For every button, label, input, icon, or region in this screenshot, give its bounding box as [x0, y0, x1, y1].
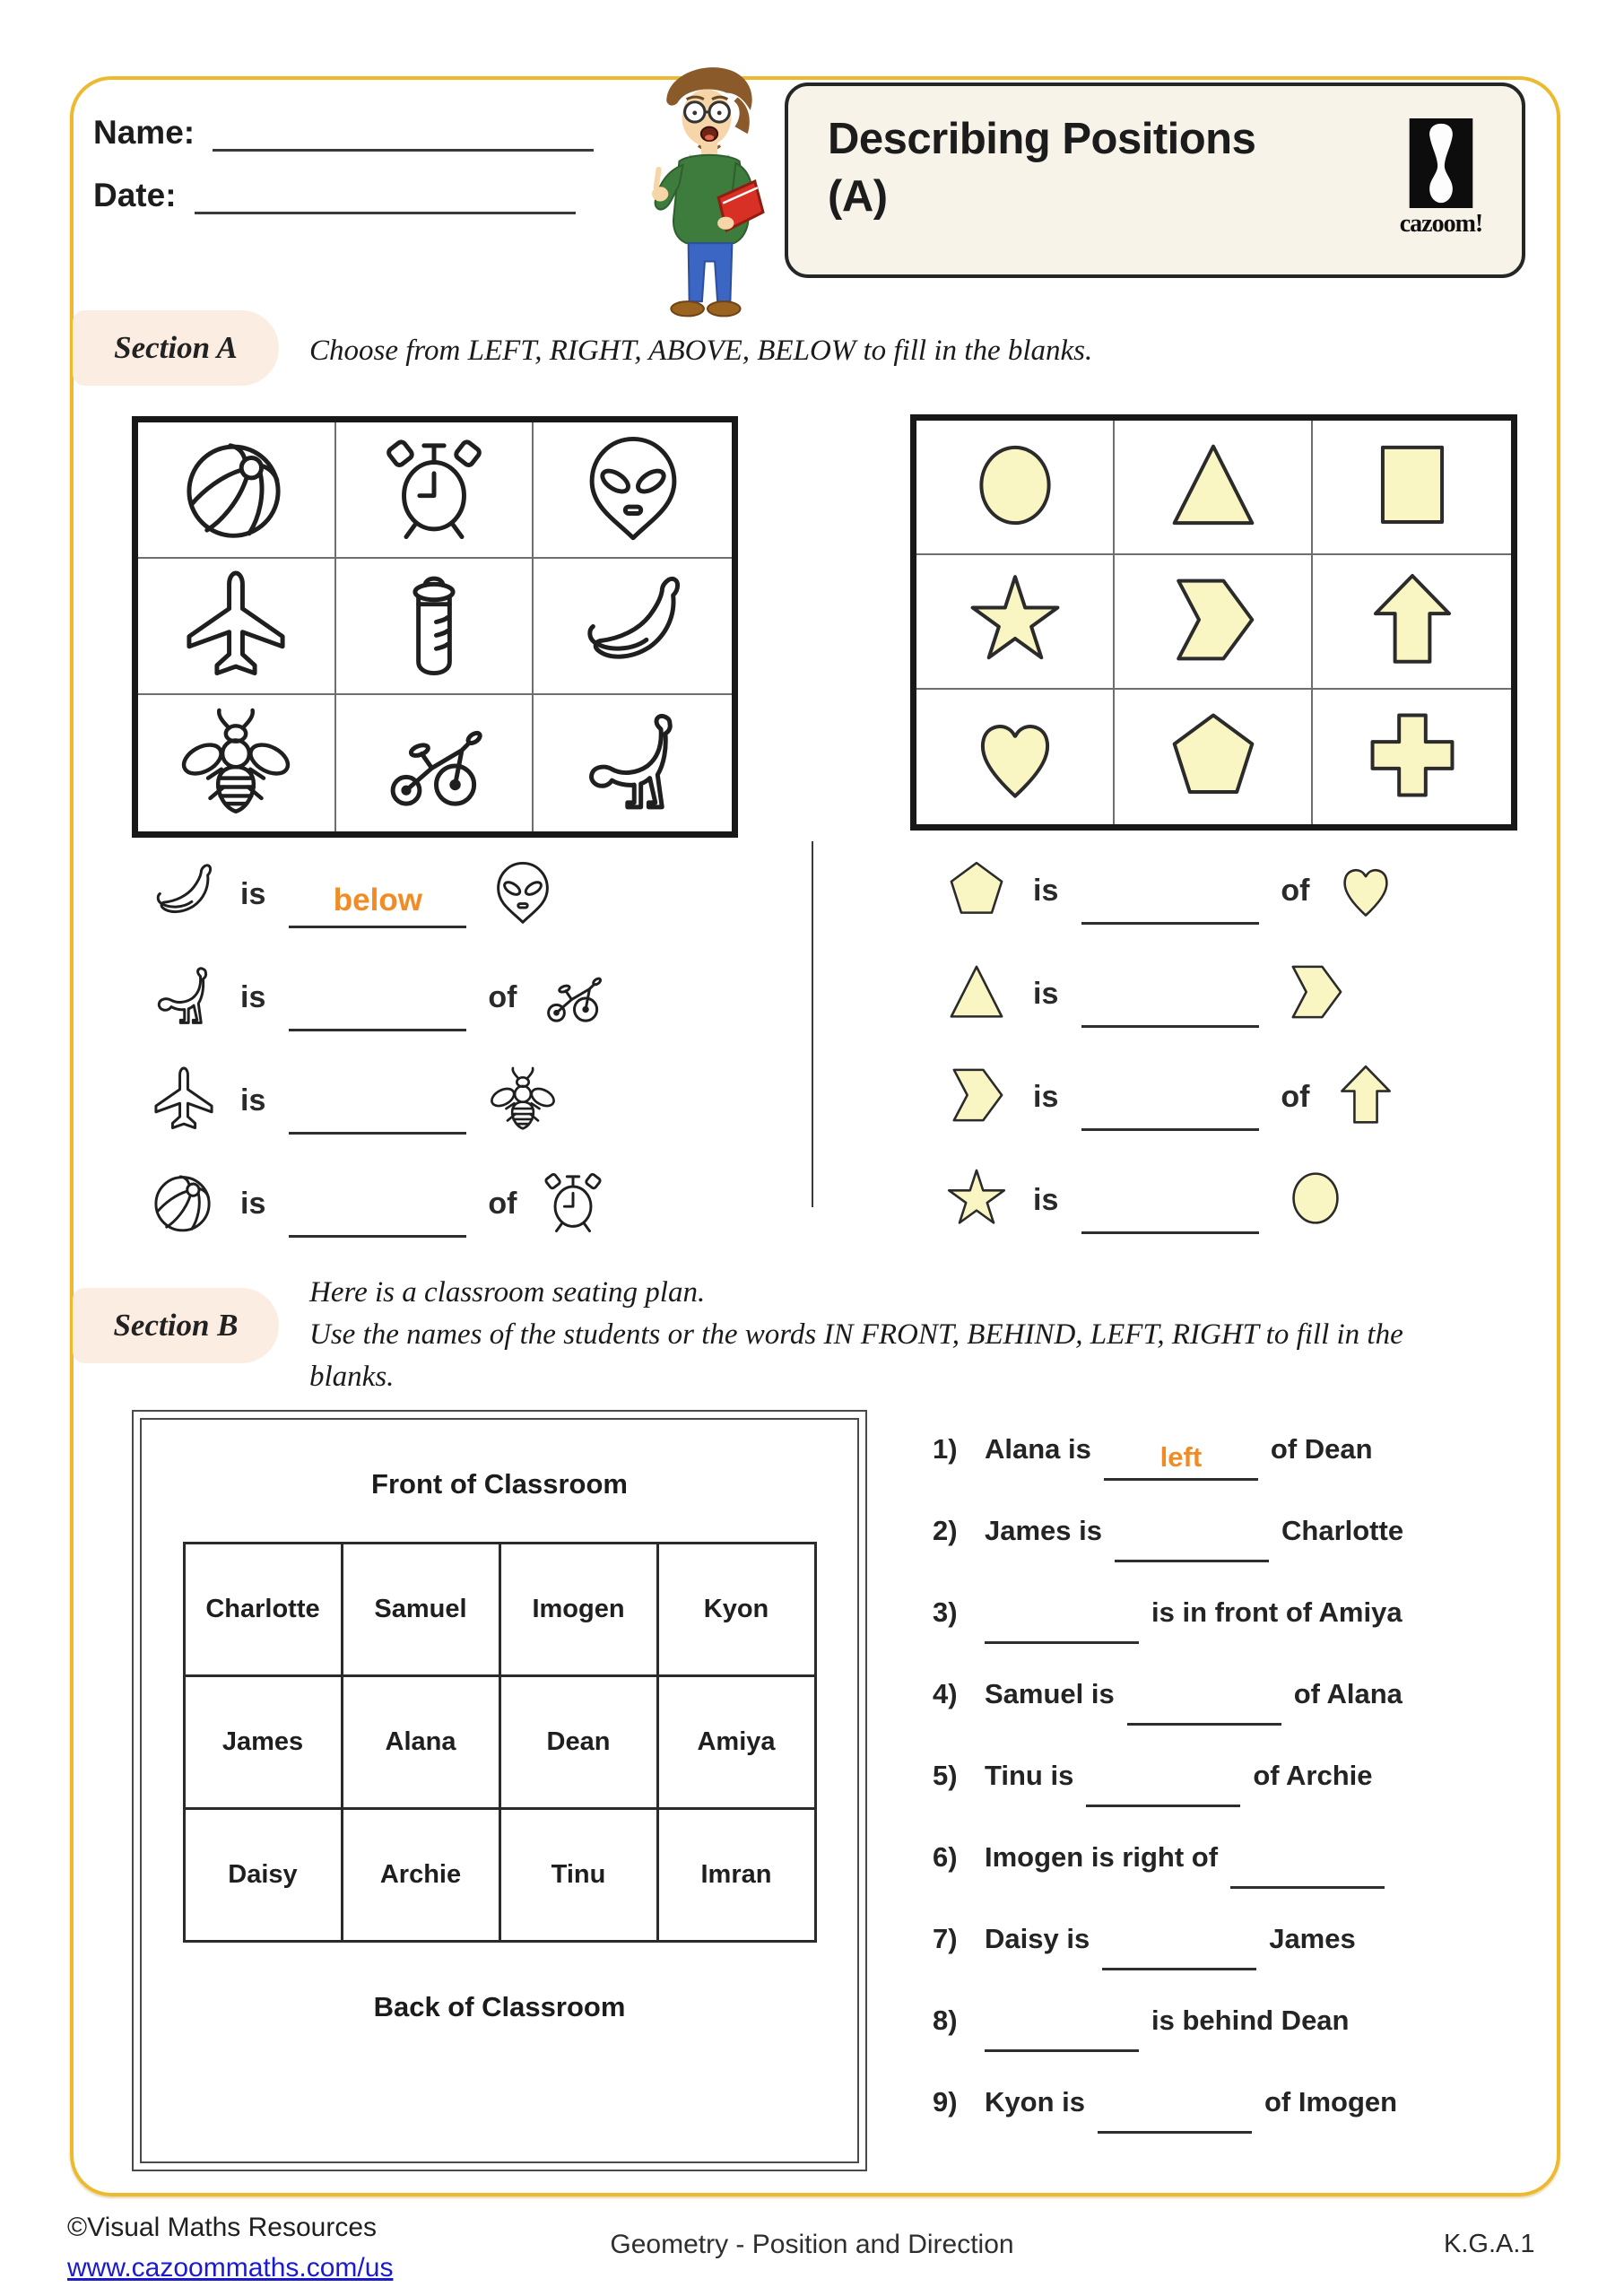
- position-question-row: [151, 857, 814, 931]
- bee-icon: [490, 1065, 556, 1136]
- seat-cell: Imran: [657, 1809, 815, 1942]
- date-line[interactable]: [195, 176, 576, 214]
- seating-question-row: [933, 1430, 1578, 1473]
- dinosaur-icon: [578, 706, 689, 822]
- grid-cell-banana: [534, 559, 732, 695]
- answer-blank[interactable]: [1086, 1767, 1240, 1807]
- question-number: 8): [933, 2005, 958, 2036]
- seat-cell: Dean: [499, 1676, 657, 1809]
- heart-icon: [964, 704, 1066, 811]
- seating-question-row: [933, 1674, 1578, 1714]
- seat-cell: Imogen: [499, 1544, 657, 1676]
- question-number: 1): [933, 1433, 958, 1465]
- is-label: is: [1033, 976, 1059, 1011]
- seating-question-row: [933, 1919, 1578, 1959]
- arrow-up-icon: [1333, 1062, 1399, 1133]
- position-question-row: [151, 1167, 814, 1240]
- section-b-badge: Section B: [73, 1288, 279, 1363]
- question-text: Kyon is: [985, 2086, 1085, 2118]
- ball-icon: [180, 432, 291, 548]
- answer-blank[interactable]: [1098, 2093, 1252, 2134]
- is-label: is: [1033, 1182, 1059, 1217]
- question-text: Alana is: [985, 1433, 1091, 1465]
- alarm-clock-icon: [378, 432, 490, 548]
- is-label: is: [240, 979, 266, 1014]
- alien-icon: [578, 432, 689, 548]
- question-text: of Alana: [1293, 1678, 1403, 1709]
- name-line[interactable]: [213, 113, 594, 152]
- grid-cell-cross: [1313, 690, 1511, 824]
- grid-cell-airplane: [138, 559, 336, 695]
- cazoom-logo-icon: [1408, 118, 1474, 208]
- answer-blank[interactable]: [1230, 1848, 1385, 1889]
- object-questions: [151, 857, 814, 1270]
- answer-blank[interactable]: [289, 1089, 466, 1135]
- seat-cell: Kyon: [657, 1544, 815, 1676]
- airplane-icon: [151, 1065, 217, 1136]
- grid-cell-dinosaur: [534, 695, 732, 831]
- seat-cell: Alana: [342, 1676, 499, 1809]
- seating-question-row: [933, 1756, 1578, 1796]
- of-label: of: [1281, 873, 1310, 908]
- answer-blank[interactable]: [1102, 1930, 1256, 1970]
- of-label: of: [488, 1186, 517, 1221]
- question-text: Samuel is: [985, 1678, 1115, 1709]
- answer-text: below: [333, 882, 422, 918]
- banana-icon: [578, 569, 689, 684]
- triangle-icon: [1162, 434, 1264, 541]
- question-text: of Dean: [1270, 1433, 1373, 1465]
- pentagon-icon: [943, 856, 1010, 926]
- classroom-plan-box: [132, 1410, 867, 2171]
- chevron-icon: [1282, 959, 1349, 1030]
- grid-cell-chevron: [1115, 555, 1313, 690]
- answer-blank[interactable]: [289, 883, 466, 928]
- seat-cell: James: [184, 1676, 342, 1809]
- question-text: James is: [985, 1515, 1102, 1546]
- question-number: 7): [933, 1923, 958, 1954]
- grid-cell-circle: [916, 421, 1115, 555]
- cazoom-logo-text: cazoom!: [1399, 210, 1483, 238]
- seat-cell: Daisy: [184, 1809, 342, 1942]
- copyright-text: ©Visual Maths Resources: [67, 2213, 378, 2242]
- question-number: 4): [933, 1678, 958, 1709]
- grid-cell-star: [916, 555, 1115, 690]
- name-label: Name:: [93, 114, 195, 151]
- bee-icon: [180, 706, 291, 822]
- question-number: 5): [933, 1760, 958, 1791]
- seating-question-row: [933, 1838, 1578, 1877]
- question-divider: [812, 841, 813, 1207]
- shape-grid: [910, 414, 1517, 831]
- dinosaur-icon: [151, 962, 217, 1033]
- question-text: of Imogen: [1264, 2086, 1398, 2118]
- grid-cell-alien: [534, 422, 732, 559]
- section-b-questions: [933, 1430, 1578, 2164]
- grid-cell-heart: [916, 690, 1115, 824]
- seating-question-row: [933, 2001, 1578, 2040]
- answer-blank[interactable]: [985, 2012, 1139, 2052]
- question-number: 9): [933, 2086, 958, 2118]
- object-grid: [132, 416, 738, 838]
- circle-icon: [964, 434, 1066, 541]
- answer-blank[interactable]: [1081, 1188, 1259, 1234]
- seating-row: [184, 1676, 815, 1809]
- star-icon: [943, 1165, 1010, 1236]
- answer-blank[interactable]: [1104, 1440, 1258, 1481]
- grid-cell-triangle: [1115, 421, 1313, 555]
- circle-icon: [1282, 1165, 1349, 1236]
- tricycle-icon: [540, 962, 606, 1033]
- heart-icon: [1333, 856, 1399, 926]
- question-text: is in front of Amiya: [1151, 1596, 1403, 1628]
- name-row: [93, 113, 594, 152]
- position-question-row: [943, 1163, 1607, 1237]
- grid-cell-ball: [138, 422, 336, 559]
- answer-blank[interactable]: [1081, 879, 1259, 925]
- question-number: 6): [933, 1841, 958, 1873]
- grid-cell-pentagon: [1115, 690, 1313, 824]
- grid-cell-square: [1313, 421, 1511, 555]
- seating-table: [183, 1542, 817, 1943]
- title-box: [785, 83, 1525, 278]
- question-text: is behind Dean: [1151, 2005, 1350, 2036]
- seat-cell: Amiya: [657, 1676, 815, 1809]
- answer-blank[interactable]: [1081, 1085, 1259, 1131]
- position-question-row: [151, 1064, 814, 1137]
- question-number: 3): [933, 1596, 958, 1628]
- back-of-classroom-label: Back of Classroom: [373, 1991, 626, 2022]
- alarm-clock-icon: [540, 1169, 606, 1239]
- shape-questions: [943, 854, 1607, 1266]
- grid-cell-tricycle: [336, 695, 534, 831]
- seating-question-row: [933, 2083, 1578, 2122]
- position-question-row: [151, 961, 814, 1034]
- star-icon: [964, 569, 1066, 675]
- question-text: Daisy is: [985, 1923, 1090, 1954]
- answer-text: left: [1159, 1440, 1203, 1473]
- answer-blank[interactable]: [289, 986, 466, 1031]
- banana-icon: [151, 859, 217, 930]
- question-text: of Archie: [1253, 1760, 1373, 1791]
- answer-blank[interactable]: [1127, 1685, 1281, 1726]
- airplane-icon: [180, 569, 291, 684]
- date-row: [93, 176, 576, 214]
- is-label: is: [240, 876, 266, 911]
- chevron-icon: [1162, 569, 1264, 675]
- grid-cell-baby-bottle: [336, 559, 534, 695]
- page-title: Describing Positions (A): [828, 115, 1256, 221]
- question-text: Imogen is right of: [985, 1841, 1219, 1873]
- triangle-icon: [943, 959, 1010, 1030]
- section-a-badge: Section A: [73, 310, 279, 386]
- seat-cell: Archie: [342, 1809, 499, 1942]
- position-question-row: [943, 1060, 1607, 1134]
- seating-question-row: [933, 1511, 1578, 1551]
- footer-topic: Geometry - Position and Direction: [610, 2230, 1014, 2259]
- alien-icon: [490, 859, 556, 930]
- seat-cell: Tinu: [499, 1809, 657, 1942]
- cazoom-logo: [1387, 118, 1495, 239]
- position-question-row: [943, 854, 1607, 927]
- of-label: of: [488, 979, 517, 1014]
- position-question-row: [943, 957, 1607, 1031]
- ball-icon: [151, 1169, 217, 1239]
- chevron-icon: [943, 1062, 1010, 1133]
- answer-blank[interactable]: [985, 1604, 1139, 1644]
- classroom-plan-inner: [140, 1418, 859, 2163]
- arrow-up-icon: [1361, 569, 1463, 675]
- is-label: is: [240, 1083, 266, 1118]
- footer-link[interactable]: www.cazoommaths.com/us: [67, 2253, 394, 2283]
- front-of-classroom-label: Front of Classroom: [371, 1468, 628, 1500]
- answer-blank[interactable]: [1081, 982, 1259, 1028]
- grid-cell-alarm-clock: [336, 422, 534, 559]
- question-number: 2): [933, 1515, 958, 1546]
- baby-bottle-icon: [378, 569, 490, 684]
- grid-cell-arrow-up: [1313, 555, 1511, 690]
- question-text: Charlotte: [1281, 1515, 1404, 1546]
- date-label: Date:: [93, 177, 177, 213]
- seat-cell: Charlotte: [184, 1544, 342, 1676]
- section-a-instruction: Choose from LEFT, RIGHT, ABOVE, BELOW to fill in the blanks.: [309, 335, 1093, 367]
- is-label: is: [240, 1186, 266, 1221]
- section-b-instruction: Here is a classroom seating plan. Use the names of the students or the words IN FRONT, BEHIND, LEFT, RIGHT to fill in the blanks.: [309, 1276, 1403, 1393]
- teacher-cartoon-image: [630, 59, 789, 351]
- pentagon-icon: [1162, 704, 1264, 811]
- seating-row: [184, 1809, 815, 1942]
- answer-blank[interactable]: [289, 1192, 466, 1238]
- is-label: is: [1033, 1079, 1059, 1114]
- seat-cell: Samuel: [342, 1544, 499, 1676]
- is-label: is: [1033, 873, 1059, 908]
- question-text: Tinu is: [985, 1760, 1074, 1791]
- answer-blank[interactable]: [1115, 1522, 1269, 1562]
- seating-row: [184, 1544, 815, 1676]
- tricycle-icon: [378, 706, 490, 822]
- question-text: James: [1269, 1923, 1356, 1954]
- square-icon: [1361, 434, 1463, 541]
- standard-code: K.G.A.1: [1444, 2230, 1535, 2258]
- of-label: of: [1281, 1079, 1310, 1114]
- cross-icon: [1361, 704, 1463, 811]
- seating-question-row: [933, 1593, 1578, 1632]
- grid-cell-bee: [138, 695, 336, 831]
